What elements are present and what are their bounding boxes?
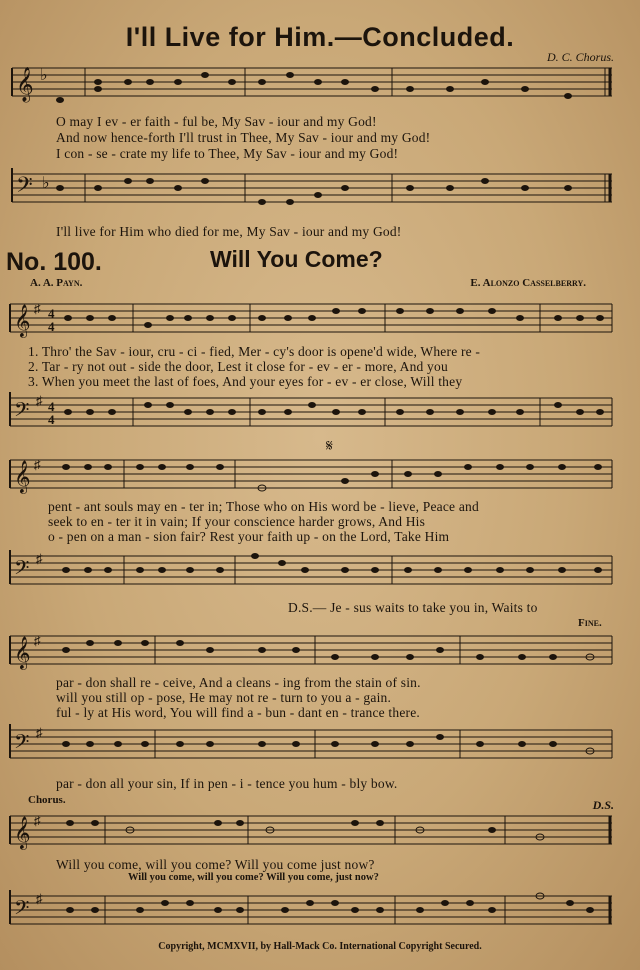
- song1-bass-staff: [0, 168, 640, 216]
- svg-text:4: 4: [48, 412, 55, 427]
- svg-text:4: 4: [48, 306, 55, 321]
- svg-text:♭: ♭: [42, 175, 50, 192]
- svg-text:♯: ♯: [34, 633, 41, 648]
- chorus-treble-staff: [0, 808, 640, 852]
- chorus-lower-lyric: Will you come, will you come? Will you come, just now?: [128, 872, 379, 883]
- hymn-number: No. 100.: [6, 248, 102, 276]
- svg-text:4: 4: [48, 399, 55, 414]
- chorus-label: Chorus.: [28, 794, 66, 806]
- svg-text:𝄞: 𝄞: [14, 638, 31, 669]
- system3-verse1: par - don shall re - ceive, And a cleans - ing from the stain of sin.: [56, 675, 421, 690]
- system1-verse1: 1. Thro' the Sav - iour, cru - ci - fied, Mer - cy's door is opene'd wide, Where re -: [28, 344, 481, 359]
- song1-verse2: And now hence-forth I'll trust in Thee, My Sav - iour and my God!: [56, 130, 431, 145]
- ds-mark: D.S.: [592, 798, 614, 812]
- svg-text:♯: ♯: [36, 551, 43, 566]
- song1-treble-staff: [0, 64, 640, 112]
- system2-verse2: seek to en - ter it in vain; If your conscience harder grows, And His: [48, 514, 426, 529]
- svg-text:♯: ♯: [36, 891, 43, 906]
- svg-text:𝄢: 𝄢: [14, 558, 30, 584]
- svg-text:4: 4: [48, 319, 55, 334]
- svg-text:𝄞: 𝄞: [14, 818, 31, 849]
- song1-verse1: O may I ev - er faith - ful be, My Sav - iour and my God!: [56, 114, 377, 129]
- author-credit: A. A. Payn.: [30, 277, 83, 289]
- dc-chorus-mark: D. C. Chorus.: [546, 50, 614, 64]
- system2-verse1: pent - ant souls may en - ter in; Those who on His word be - lieve, Peace and: [48, 499, 479, 514]
- system2-treble-staff: [0, 452, 640, 496]
- system3-verse2: will you still op - pose, He may not re - turn to you a - gain.: [56, 690, 392, 705]
- svg-text:𝄢: 𝄢: [14, 732, 30, 758]
- ds-lyric-line: D.S.— Je - sus waits to take you in, Waits to: [288, 600, 538, 615]
- chorus-bass-staff: [0, 890, 640, 934]
- svg-text:♯: ♯: [34, 457, 41, 472]
- chorus-upper-lyric: Will you come, will you come? Will you come just now?: [56, 857, 375, 872]
- song2-title: Will You Come?: [210, 246, 383, 272]
- svg-text:𝄞: 𝄞: [14, 462, 31, 493]
- system2-verse3: o - pen on a man - sion fair? Rest your faith up - on the Lord, Take Him: [48, 529, 450, 544]
- song1-title: I'll Live for Him.—Concluded.: [125, 22, 515, 52]
- composer-credit: E. Alonzo Casselberry.: [470, 277, 586, 289]
- system1-bass-staff: [0, 392, 640, 436]
- system1-verse3: 3. When you meet the last of foes, And your eyes for - ev - er close, Will they: [28, 374, 463, 389]
- svg-text:𝄞: 𝄞: [14, 306, 31, 337]
- system3-bass-lyric: par - don all your sin, If in pen - i - tence you hum - bly bow.: [56, 776, 398, 791]
- system1-treble-staff: [0, 296, 640, 340]
- system3-verse3: ful - ly at His word, You will find a - bun - dant en - trance there.: [56, 705, 420, 720]
- system1-verse2: 2. Tar - ry not out - side the door, Lest it close for - ev - er - more, And you: [28, 359, 448, 374]
- svg-text:𝄞: 𝄞: [16, 68, 34, 101]
- svg-text:𝄢: 𝄢: [14, 898, 30, 924]
- svg-text:𝄢: 𝄢: [14, 400, 30, 426]
- svg-text:𝄢: 𝄢: [16, 173, 33, 202]
- system3-bass-staff: [0, 724, 640, 768]
- svg-text:♯: ♯: [36, 725, 43, 740]
- song1-verse3: I con - se - crate my life to Thee, My Sav - iour and my God!: [56, 146, 399, 161]
- copyright-notice: Copyright, MCMXVII, by Hall-Mack Co. International Copyright Secured.: [158, 941, 482, 952]
- svg-text:♭: ♭: [40, 67, 48, 84]
- svg-text:♯: ♯: [34, 301, 41, 316]
- system3-treble-staff: [0, 628, 640, 672]
- system2-bass-staff: [0, 550, 640, 594]
- fine-mark: Fine.: [578, 617, 602, 629]
- song1-bass-lyric: I'll live for Him who died for me, My Sav - iour and my God!: [56, 224, 402, 239]
- svg-text:♯: ♯: [36, 393, 43, 408]
- segno-sign: 𝄋: [326, 438, 333, 455]
- svg-text:♯: ♯: [34, 813, 41, 828]
